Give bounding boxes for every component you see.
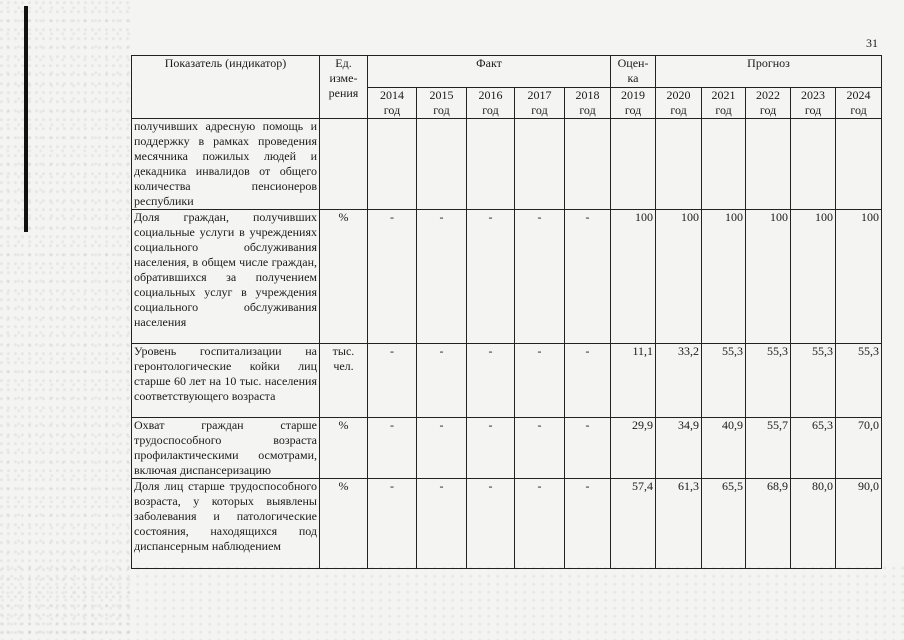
value-cell [836, 119, 882, 210]
value-cell: 100 [746, 210, 791, 344]
value-cell: 55,7 [746, 418, 791, 479]
indicator-cell: Уровень госпитализации на геронтологические койки лиц старше 60 лет на 10 тыс. населения соответствующего возраста [132, 344, 320, 418]
value-cell: - [368, 479, 417, 569]
year-header-2017 [515, 88, 565, 119]
value-cell [565, 119, 611, 210]
year-header-2018 [565, 88, 611, 119]
page-number: 31 [866, 36, 878, 50]
indicators-table [131, 55, 882, 569]
unit-header-line2: изме- [329, 71, 358, 85]
table-row [132, 210, 882, 344]
value-cell: - [417, 479, 467, 569]
value-cell [611, 119, 656, 210]
value-cell: 57,4 [611, 479, 656, 569]
indicator-cell: Доля лиц старше трудоспособного возраста, у которых выявлены заболевания и патологические состояния, находящихся под диспансерным наблюдением [132, 479, 320, 569]
year-value: 2024 [846, 88, 871, 102]
year-suffix: год [670, 103, 687, 117]
year-suffix: год [383, 103, 401, 117]
value-cell: 33,2 [656, 344, 702, 418]
value-cell: 100 [702, 210, 746, 344]
table-row [132, 344, 882, 418]
value-cell: - [467, 479, 515, 569]
scan-edge-bar [24, 6, 28, 232]
table-row [132, 479, 882, 569]
year-header-2014 [368, 88, 417, 119]
year-header-2023 [791, 88, 836, 119]
value-cell: 65,5 [702, 479, 746, 569]
header-row-1 [132, 56, 882, 88]
year-value: 2016 [478, 88, 503, 102]
value-cell: - [515, 479, 565, 569]
year-suffix: год [433, 103, 450, 117]
value-cell: 65,3 [791, 418, 836, 479]
year-header-2015 [417, 88, 467, 119]
indicator-cell: Доля граждан, получивших социальные услуги в учреждениях социального обслуживания населения, в общем числе граждан, обратившихся за получением социальных услуг в учреждения социального обслуживания населения [132, 210, 320, 344]
estimate-header [611, 56, 656, 88]
year-header-2022 [746, 88, 791, 119]
estimate-header-line2: ка [627, 71, 639, 85]
year-header-2020 [656, 88, 702, 119]
year-suffix: год [482, 103, 499, 117]
unit-cell: % [320, 418, 368, 479]
scan-noise-margin [0, 0, 132, 640]
year-header-2019 [611, 88, 656, 119]
year-value: 2021 [711, 88, 736, 102]
fact-header: Факт [368, 56, 611, 88]
value-cell [702, 119, 746, 210]
value-cell: - [515, 210, 565, 344]
year-value: 2018 [575, 88, 600, 102]
value-cell: 90,0 [836, 479, 882, 569]
year-value: 2014 [380, 88, 404, 102]
value-cell: - [417, 418, 467, 479]
value-cell: - [515, 344, 565, 418]
indicator-header: Показатель (индикатор) [132, 56, 320, 119]
indicator-cell: получивших адресную помощь и поддержку в рамках проведения месячника пожилых людей и декадника инвалидов от общего количества пенсионеров республики [132, 119, 320, 210]
indicator-cell: Охват граждан старше трудоспособного возраста профилактическими осмотрами, включая диспансеризацию [132, 418, 320, 479]
value-cell [656, 119, 702, 210]
table-row [132, 418, 882, 479]
unit-cell: % [320, 210, 368, 344]
value-cell: - [565, 210, 611, 344]
value-cell: 55,3 [791, 344, 836, 418]
value-cell [467, 119, 515, 210]
value-cell: - [417, 344, 467, 418]
value-cell: 100 [656, 210, 702, 344]
unit-header [320, 56, 368, 119]
year-value: 2023 [801, 88, 826, 102]
unit-cell [320, 119, 368, 210]
table-row [132, 119, 882, 210]
value-cell: - [467, 344, 515, 418]
value-cell: - [467, 418, 515, 479]
value-cell: 34,9 [656, 418, 702, 479]
year-suffix: год [579, 103, 596, 117]
value-cell [746, 119, 791, 210]
year-value: 2022 [756, 88, 781, 102]
value-cell [515, 119, 565, 210]
value-cell: 100 [836, 210, 882, 344]
value-cell: 70,0 [836, 418, 882, 479]
unit-cell: тыс. чел. [320, 344, 368, 418]
value-cell [368, 119, 417, 210]
year-suffix: год [531, 103, 548, 117]
year-header-2021 [702, 88, 746, 119]
year-suffix: год [759, 103, 777, 117]
value-cell: 80,0 [791, 479, 836, 569]
forecast-header: Прогноз [656, 56, 882, 88]
year-suffix: год [804, 103, 822, 117]
year-suffix: год [624, 103, 642, 117]
value-cell: - [515, 418, 565, 479]
value-cell: 61,3 [656, 479, 702, 569]
year-suffix: год [715, 103, 732, 117]
year-value: 2017 [527, 88, 552, 102]
value-cell: - [368, 210, 417, 344]
value-cell: - [368, 344, 417, 418]
value-cell: 100 [611, 210, 656, 344]
scan-noise-bottom [0, 565, 904, 640]
year-value: 2019 [621, 88, 646, 102]
unit-header-line3: рения [328, 86, 359, 100]
unit-header-line1: Ед. [335, 56, 352, 70]
value-cell: 55,3 [746, 344, 791, 418]
value-cell: 100 [791, 210, 836, 344]
estimate-header-line1: Оцен- [617, 56, 649, 70]
value-cell: - [368, 418, 417, 479]
year-value: 2020 [666, 88, 691, 102]
value-cell [791, 119, 836, 210]
value-cell: - [565, 418, 611, 479]
value-cell [417, 119, 467, 210]
value-cell: 11,1 [611, 344, 656, 418]
value-cell: 40,9 [702, 418, 746, 479]
value-cell: - [565, 479, 611, 569]
value-cell: 55,3 [702, 344, 746, 418]
value-cell: 29,9 [611, 418, 656, 479]
value-cell: - [417, 210, 467, 344]
value-cell: - [565, 344, 611, 418]
year-suffix: год [850, 103, 867, 117]
value-cell: 68,9 [746, 479, 791, 569]
year-header-2024 [836, 88, 882, 119]
year-value: 2015 [429, 88, 454, 102]
year-header-2016 [467, 88, 515, 119]
value-cell: 55,3 [836, 344, 882, 418]
value-cell: - [467, 210, 515, 344]
unit-cell: % [320, 479, 368, 569]
